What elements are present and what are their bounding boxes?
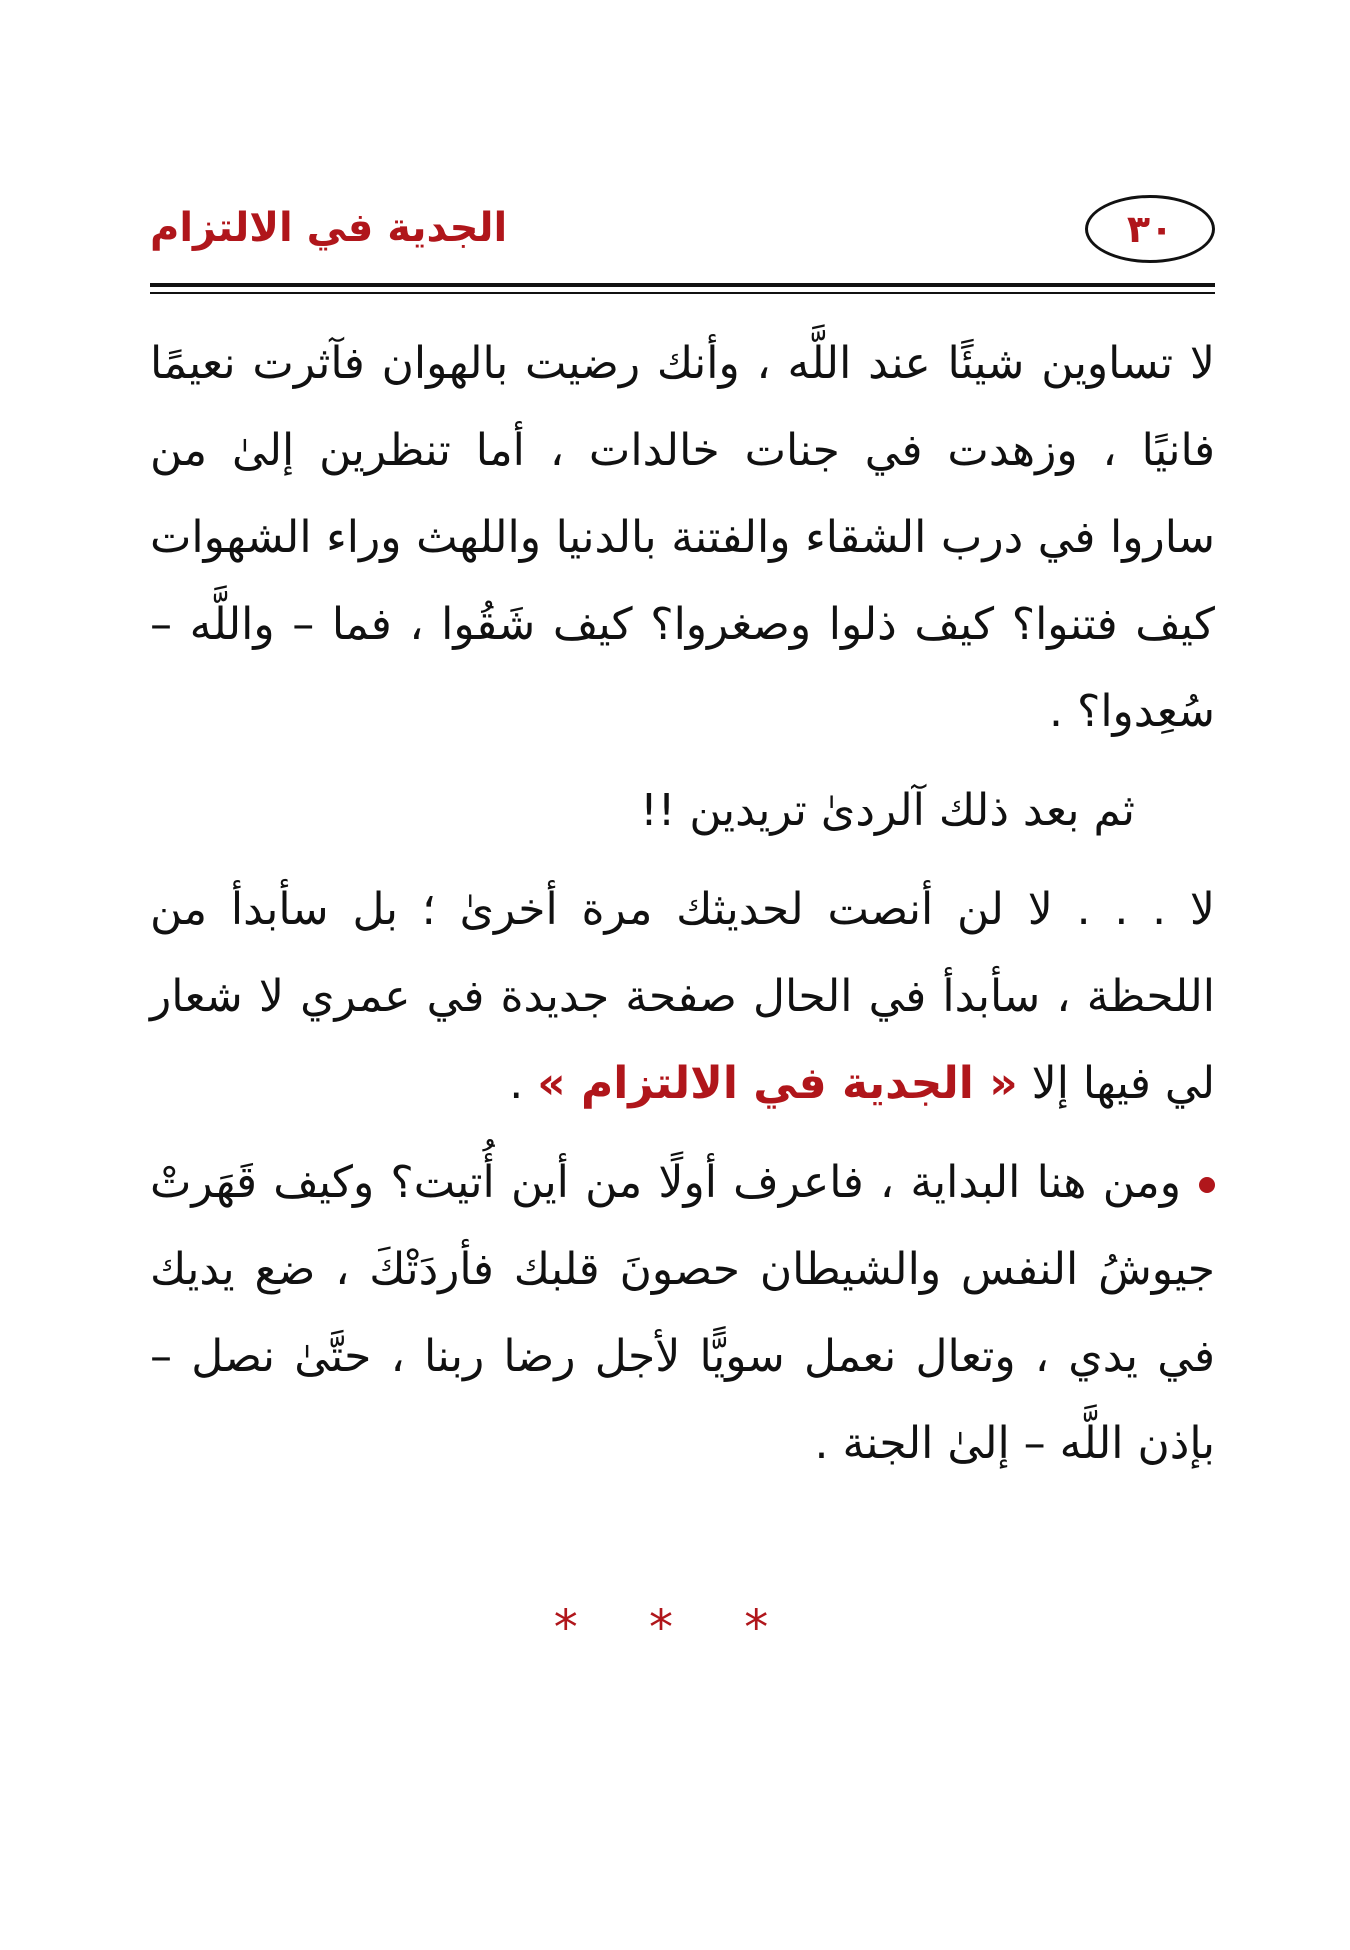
- paragraph-3: [150, 866, 1215, 1127]
- paragraph-3-end: .: [509, 1058, 538, 1109]
- paragraph-1: لا تساوين شيئًا عند اللَّه ، وأنك رضيت بالهوان فآثرت نعيمًا فانيًا ، وزهدت في جنات خالدات ، أما تنظرين إلىٰ من ساروا في درب الشقاء والفتنة بالدنيا واللهث وراء الشهوات كيف فتنوا؟ كيف ذلوا وصغروا؟ كيف شَقُوا ، فما – واللَّه – سُعِدوا؟ .: [150, 338, 1215, 737]
- bullet-dot-icon: [1199, 1177, 1215, 1193]
- paragraph-4-text: ومن هنا البداية ، فاعرف أولًا من أين أُتيت؟ وكيف قَهَرتْ جيوشُ النفس والشيطان حصونَ قلبك فأردَتْكَ ، ضع يديك في يدي ، وتعال نعمل سويًّا لأجل رضا ربنا ، حتَّىٰ نصل – بإذن اللَّه – إلىٰ الجنة .: [150, 1157, 1215, 1469]
- paragraph-2: ثم بعد ذلك آلردىٰ تريدين !!: [640, 785, 1135, 836]
- paragraph-3-text: لا . . . لا لن أنصت لحديثك مرة أخرىٰ ؛ بل سأبدأ من اللحظة ، سأبدأ في الحال صفحة جديدة في عمري لا شعار لي فيها إلا: [150, 884, 1215, 1109]
- page-number: ٣٠: [1126, 207, 1174, 251]
- section-divider-stars: * * *: [553, 1600, 797, 1656]
- header-rule-thin: [150, 292, 1215, 294]
- body-text: [150, 320, 1215, 1487]
- highlighted-phrase: « الجدية في الالتزام »: [537, 1058, 1018, 1109]
- page-header: [150, 195, 1215, 275]
- paragraph-4: [150, 1139, 1215, 1487]
- running-title: الجدية في الالتزام: [150, 205, 508, 251]
- header-rule-thick: [150, 283, 1215, 287]
- page-number-badge: [1085, 195, 1215, 263]
